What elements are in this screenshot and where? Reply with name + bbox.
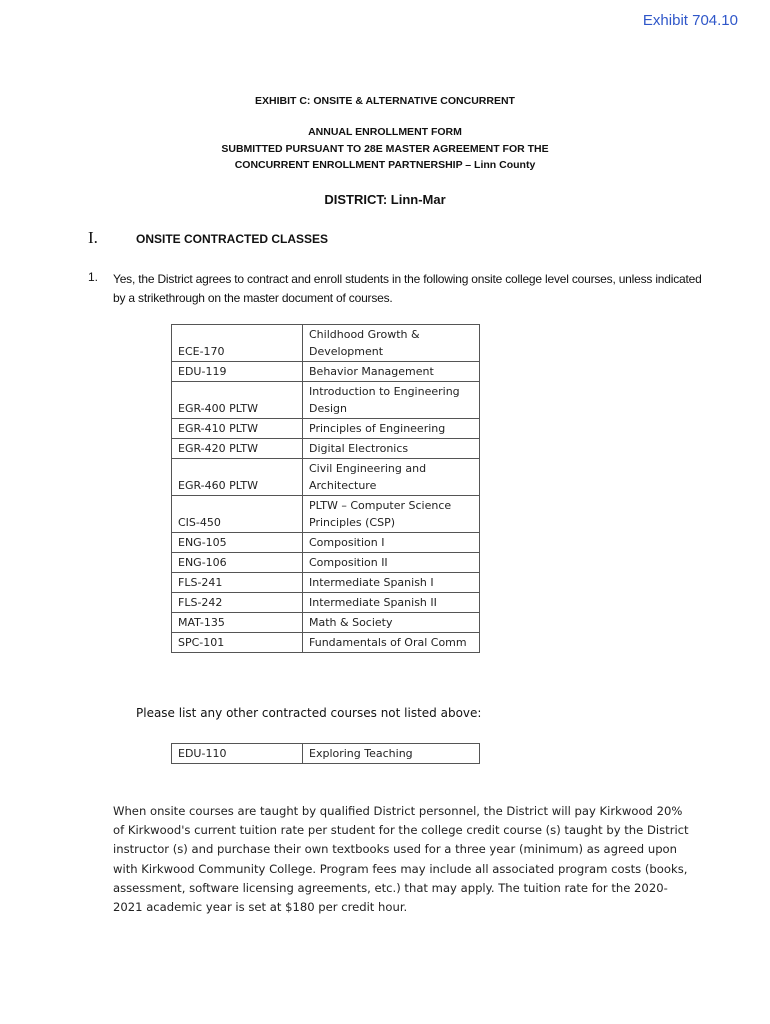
course-title: Introduction to Engineering Design: [303, 382, 480, 419]
course-title: Principles of Engineering: [303, 419, 480, 439]
other-courses-prompt: Please list any other contracted courses not listed above:: [136, 706, 482, 720]
course-code: EGR-460 PLTW: [172, 459, 303, 496]
course-title: Intermediate Spanish I: [303, 573, 480, 593]
course-code: EGR-420 PLTW: [172, 439, 303, 459]
item-text: Yes, the District agrees to contract and enroll students in the following onsite college level courses, unless indicated by a strikethrough on the master document of courses.: [113, 272, 702, 305]
table-row: [172, 362, 480, 382]
course-title: Behavior Management: [303, 362, 480, 382]
course-title: Math & Society: [303, 613, 480, 633]
exhibit-label: Exhibit 704.10: [642, 12, 738, 29]
table-row: [172, 613, 480, 633]
table-row: [172, 593, 480, 613]
table-row: [172, 419, 480, 439]
table-row: [172, 382, 480, 419]
table-row: [172, 744, 480, 764]
course-title: Fundamentals of Oral Comm: [303, 633, 480, 653]
course-title: Exploring Teaching: [303, 744, 480, 764]
heading-line-2: ANNUAL ENROLLMENT FORM: [308, 126, 462, 138]
tuition-paragraph: When onsite courses are taught by qualified District personnel, the District will pay Kirkwood 20% of Kirkwood's current tuition rate per student for the college credit course (s) taught by the District instructor (s) and purchase their own textbooks used for a three year (minimum) as agreed upon with Kirkwood Community College. Program fees may include all associated program costs (books, assessment, software licensing agreements, etc.) that may apply. The tuition rate for the 2020-2021 academic year is set at $180 per credit hour.: [113, 804, 689, 915]
table-row: [172, 533, 480, 553]
table-row: [172, 459, 480, 496]
course-table: [171, 324, 480, 653]
course-code: CIS-450: [172, 496, 303, 533]
table-row: [172, 496, 480, 533]
section-title: ONSITE CONTRACTED CLASSES: [136, 232, 329, 246]
table-row: [172, 633, 480, 653]
course-code: MAT-135: [172, 613, 303, 633]
course-code: ENG-106: [172, 553, 303, 573]
heading-line-4: CONCURRENT ENROLLMENT PARTNERSHIP – Linn County: [234, 159, 536, 171]
heading-line-3: SUBMITTED PURSUANT TO 28E MASTER AGREEMENT FOR THE: [221, 143, 549, 155]
course-title: Childhood Growth & Development: [303, 325, 480, 362]
course-code: SPC-101: [172, 633, 303, 653]
table-row: [172, 573, 480, 593]
table-row: [172, 439, 480, 459]
table-row: [172, 553, 480, 573]
course-title: Intermediate Spanish II: [303, 593, 480, 613]
course-title: Civil Engineering and Architecture: [303, 459, 480, 496]
other-courses-table: [171, 743, 480, 764]
table-row: [172, 325, 480, 362]
course-title: Composition I: [303, 533, 480, 553]
course-title: PLTW – Computer Science Principles (CSP): [303, 496, 480, 533]
district-title: DISTRICT: Linn-Mar: [324, 192, 446, 207]
course-code: EDU-119: [172, 362, 303, 382]
item-number: 1.: [88, 270, 99, 284]
section-numeral: I.: [88, 228, 98, 247]
course-code: ENG-105: [172, 533, 303, 553]
course-title: Digital Electronics: [303, 439, 480, 459]
course-code: FLS-241: [172, 573, 303, 593]
course-code: EGR-410 PLTW: [172, 419, 303, 439]
course-code: EGR-400 PLTW: [172, 382, 303, 419]
course-code: ECE-170: [172, 325, 303, 362]
course-title: Composition II: [303, 553, 480, 573]
heading-line-1: EXHIBIT C: ONSITE & ALTERNATIVE CONCURRENT: [255, 95, 515, 107]
course-code: EDU-110: [172, 744, 303, 764]
course-code: FLS-242: [172, 593, 303, 613]
